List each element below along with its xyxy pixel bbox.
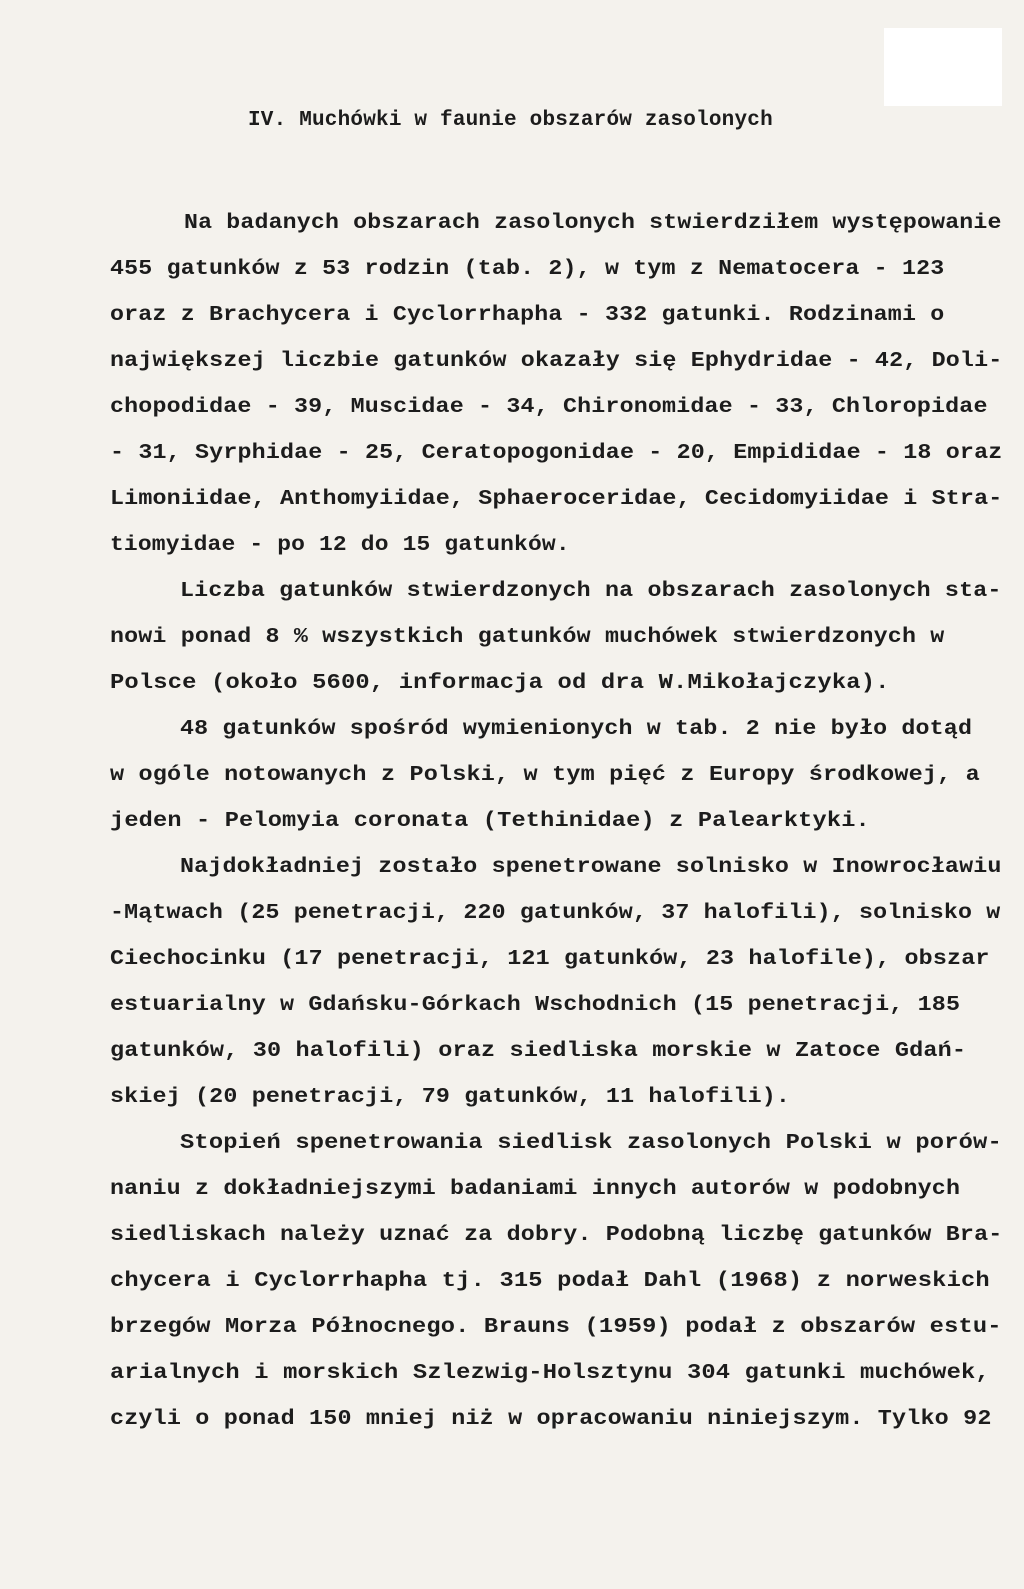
- text-line: nowi ponad 8 % wszystkich gatunków muchówek stwierdzonych w: [110, 626, 945, 649]
- text-line: Liczba gatunków stwierdzonych na obszarach zasolonych sta-: [180, 580, 1002, 603]
- text-line: chycera i Cyclorrhapha tj. 315 podał Dahl (1968) z norweskich: [110, 1270, 990, 1293]
- text-line: Najdokładniej zostało spenetrowane solnisko w Inowrocławiu: [180, 856, 1002, 879]
- text-line: Na badanych obszarach zasolonych stwierdziłem występowanie: [184, 212, 1002, 235]
- text-line: siedliskach należy uznać za dobry. Podobną liczbę gatunków Bra-: [110, 1224, 1003, 1247]
- text-line: chopodidae - 39, Muscidae - 34, Chironomidae - 33, Chloropidae: [110, 396, 988, 419]
- text-line: -Mątwach (25 penetracji, 220 gatunków, 37 halofili), solnisko w: [110, 902, 1001, 925]
- text-line: 455 gatunków z 53 rodzin (tab. 2), w tym z Nematocera - 123: [110, 258, 945, 281]
- text-line: tiomyidae - po 12 do 15 gatunków.: [110, 534, 570, 557]
- section-heading: IV. Muchówki w faunie obszarów zasolonych: [248, 109, 773, 132]
- text-line: w ogóle notowanych z Polski, w tym pięć z Europy środkowej, a: [110, 764, 980, 787]
- text-line: Limoniidae, Anthomyiidae, Sphaeroceridae, Cecidomyiidae i Stra-: [110, 488, 1003, 511]
- text-line: oraz z Brachycera i Cyclorrhapha - 332 gatunki. Rodzinami o: [110, 304, 945, 327]
- text-line: - 31, Syrphidae - 25, Ceratopogonidae - 20, Empididae - 18 oraz: [110, 442, 1003, 465]
- text-line: arialnych i morskich Szlezwig-Holsztynu 304 gatunki muchówek,: [110, 1362, 990, 1385]
- text-line: Ciechocinku (17 penetracji, 121 gatunków, 23 halofile), obszar: [110, 948, 990, 971]
- text-line: 48 gatunków spośród wymienionych w tab. 2 nie było dotąd: [180, 718, 973, 741]
- text-line: brzegów Morza Północnego. Brauns (1959) podał z obszarów estu-: [110, 1316, 1002, 1339]
- text-line: czyli o ponad 150 mniej niż w opracowaniu niniejszym. Tylko 92: [110, 1408, 992, 1431]
- text-line: Polsce (około 5600, informacja od dra W.Mikołajczyka).: [110, 672, 890, 695]
- blank-corner-patch: [884, 28, 1002, 106]
- text-line: naniu z dokładniejszymi badaniami innych autorów w podobnych: [110, 1178, 961, 1201]
- text-line: jeden - Pelomyia coronata (Tethinidae) z Palearktyki.: [110, 810, 870, 833]
- text-line: skiej (20 penetracji, 79 gatunków, 11 halofili).: [110, 1086, 791, 1109]
- text-line: gatunków, 30 halofili) oraz siedliska morskie w Zatoce Gdań-: [110, 1040, 967, 1063]
- text-line: największej liczbie gatunków okazały się Ephydridae - 42, Doli-: [110, 350, 1003, 373]
- text-line: estuarialny w Gdańsku-Górkach Wschodnich (15 penetracji, 185: [110, 994, 961, 1017]
- text-line: Stopień spenetrowania siedlisk zasolonych Polski w porów-: [180, 1132, 1002, 1155]
